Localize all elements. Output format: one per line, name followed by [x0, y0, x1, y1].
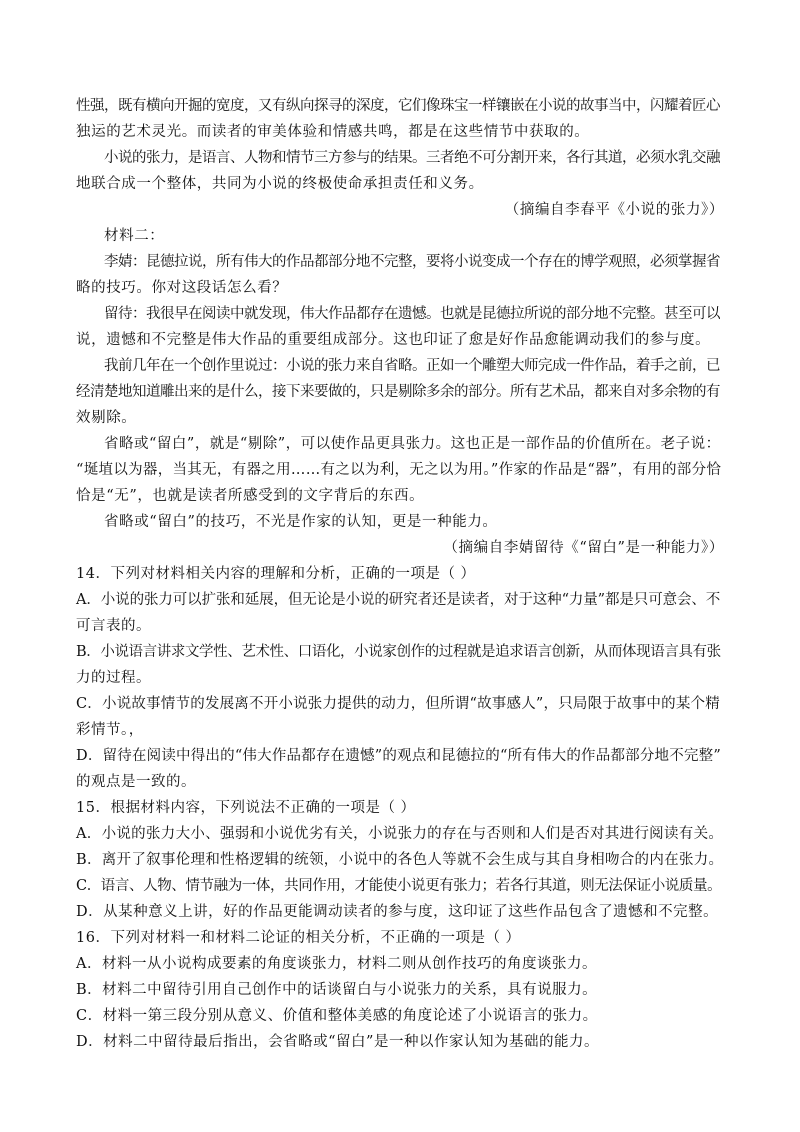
q14-option-c-line1: C．小说故事情节的发展离不开小说张力提供的动力，但所谓“故事感人”，只局限于故事中的某个精: [76, 696, 720, 712]
source-2: （摘编自李婧留待《“留白”是一种能力》）: [443, 540, 724, 556]
answer-p2-line1: 我前几年在一个创作里说过：小说的张力来自省略。正如一个雕塑大师完成一件作品，着手之前，已: [104, 358, 720, 374]
material-2-title: 材料二：: [104, 228, 165, 244]
q14-option-a-line2: 可言表的。: [76, 618, 151, 634]
answer-p3-line2: “埏埴以为器，当其无，有器之用……有之以为利，无之以为用。”作家的作品是“器”，有用的部分恰: [76, 462, 722, 478]
answer-p2-line3: 效剔除。: [76, 410, 137, 426]
q15-option-b: B．离开了叙事伦理和性格逻辑的统领，小说中的各色人等就不会生成与其自身相吻合的内在张力。: [76, 852, 724, 868]
answer-p1-line1: 留待：我很早在阅读中就发现，伟大作品都存在遗憾。也就是昆德拉所说的部分地不完整。甚至可以: [104, 306, 720, 322]
passage-p2-line2: 地联合成一个整体，共同为小说的终极使命承担责任和义务。: [76, 176, 484, 192]
q16-option-c: C．材料一第三段分别从意义、价值和整体美感的角度论述了小说语言的张力。: [76, 1008, 598, 1024]
question-15-stem: 15．根据材料内容，下列说法不正确的一项是（ ）: [76, 800, 416, 816]
answer-p1-line2: 说，遗憾和不完整是伟大作品的重要组成部分。这也印证了愈是好作品愈能调动我们的参与度。: [76, 332, 711, 348]
question-16-stem: 16．下列对材料一和材料二论证的相关分析，不正确的一项是（ ）: [76, 930, 521, 946]
q14-option-c-line2: 彩情节。，: [76, 722, 144, 738]
answer-p4-line1: 省略或“留白”的技巧，不光是作家的认知，更是一种能力。: [104, 514, 498, 530]
interview-question-line2: 略的技巧。你对这段话怎么看？: [76, 280, 288, 296]
answer-p3-line1: 省略或“留白”，就是“剔除”，可以使作品更具张力。这也正是一部作品的价值所在。老子说：: [104, 436, 721, 452]
answer-p2-line2: 经清楚地知道雕出来的是什么，接下来要做的，只是剔除多余的部分。所有艺术品，都来自对多余物的有: [76, 384, 720, 400]
q14-option-a-line1: A．小说的张力可以扩张和延展，但无论是小说的研究者还是读者，对于这种“力量”都是只可意会、不: [76, 592, 721, 608]
q14-option-d-line1: D．留待在阅读中得出的“伟大作品都存在遗憾”的观点和昆德拉的“所有伟大的作品都部分地不完整”: [76, 748, 721, 764]
q16-option-d: D．材料二中留待最后指出，会省略或“留白”是一种以作家认知为基础的能力。: [76, 1034, 599, 1050]
source-1: （摘编自李春平《小说的张力》）: [504, 202, 724, 218]
q14-option-b-line1: B．小说语言讲求文学性、艺术性、口语化，小说家创作的过程就是追求语言创新，从而体现语言具有张: [76, 644, 721, 660]
q14-option-b-line2: 力的过程。: [76, 670, 151, 686]
q14-option-d-line2: 的观点是一致的。: [76, 774, 196, 790]
interview-question-line1: 李婧：昆德拉说，所有伟大的作品都部分地不完整，要将小说变成一个存在的博学观照，必须掌握省: [104, 254, 720, 270]
passage-p2-line1: 小说的张力，是语言、人物和情节三方参与的结果。三者绝不可分割开来，各行其道，必须水乳交融: [104, 150, 720, 166]
q16-option-a: A．材料一从小说构成要素的角度谈张力，材料二则从创作技巧的角度谈张力。: [76, 956, 597, 972]
q15-option-d: D．从某种意义上讲，好的作品更能调动读者的参与度，这印证了这些作品包含了遗憾和不完整。: [76, 904, 719, 920]
q16-option-b: B．材料二中留待引用自己创作中的话谈留白与小说张力的关系，具有说服力。: [76, 982, 598, 998]
answer-p3-line3: 恰是“无”，也就是读者所感受到的文字背后的东西。: [76, 488, 425, 504]
q15-option-a: A．小说的张力大小、强弱和小说优劣有关，小说张力的存在与否则和人们是否对其进行阅读有关。: [76, 826, 724, 842]
passage-p1-line1: 性强，既有横向开掘的宽度，又有纵向探寻的深度，它们像珠宝一样镶嵌在小说的故事当中，闪耀着匠心: [76, 98, 720, 114]
q15-option-c: C．语言、人物、情节融为一体，共同作用，才能使小说更有张力；若各行其道，则无法保证小说质量。: [76, 878, 722, 894]
question-14-stem: 14．下列对材料相关内容的理解和分析，正确的一项是（ ）: [76, 566, 476, 582]
passage-p1-line2: 独运的艺术灵光。而读者的审美体验和情感共鸣，都是在这些情节中获取的。: [76, 124, 590, 140]
